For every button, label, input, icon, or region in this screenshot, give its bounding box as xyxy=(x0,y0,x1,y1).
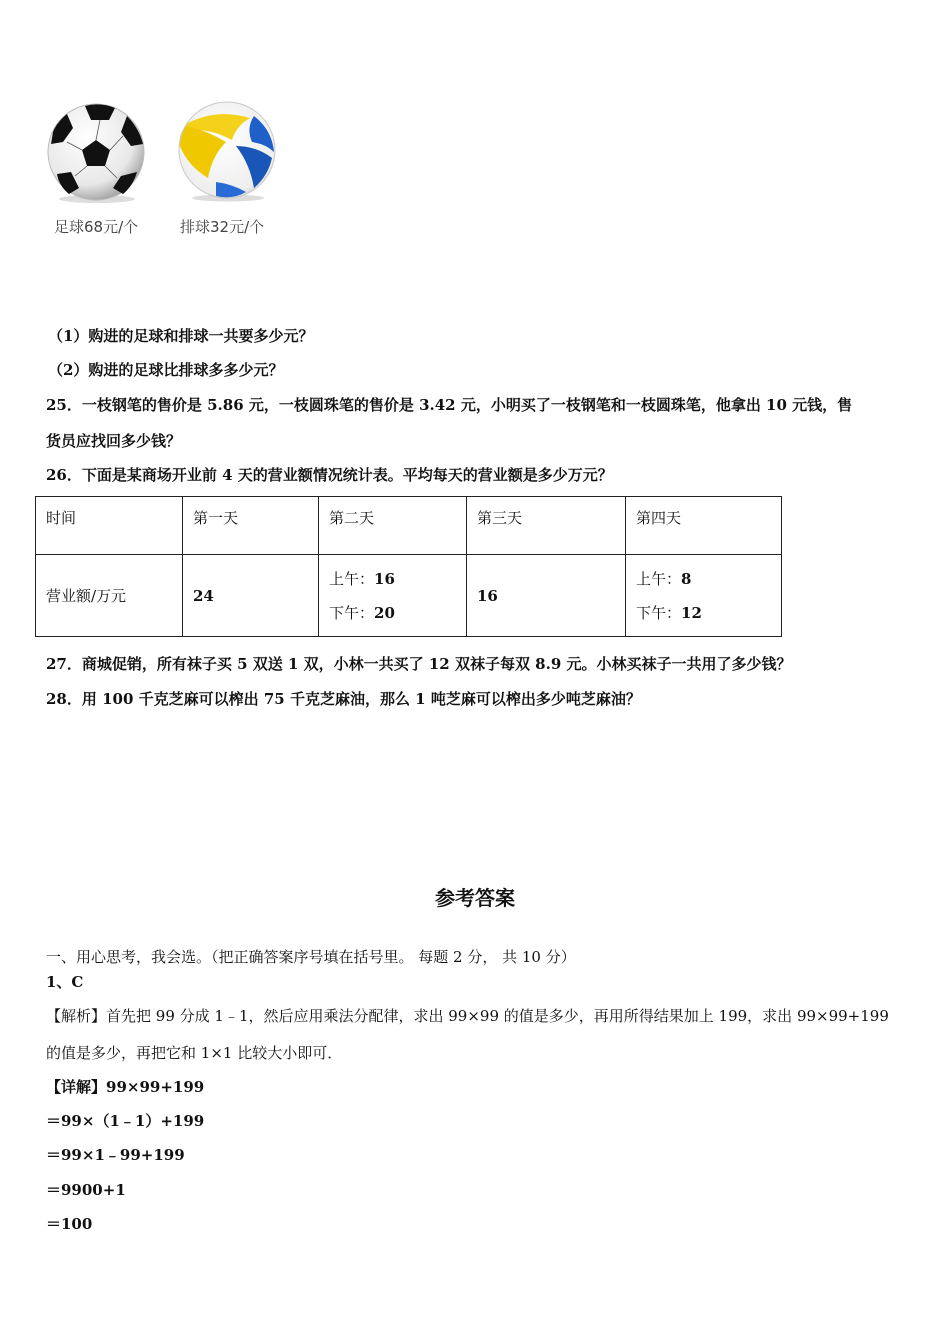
day2-am-value: 16 xyxy=(374,569,395,588)
detail-tag: 【详解】 xyxy=(46,1078,107,1096)
day4-cell xyxy=(626,555,782,637)
question-25-line-1: 25．一枝钢笔的售价是 5.86 元，一枝圆珠笔的售价是 3.42 元，小明买了一枝钢笔和一枝圆珠笔，他拿出 10 元钱，售 xyxy=(46,396,853,414)
soccer-ball-image xyxy=(45,102,147,204)
table-header-cell: 第四天 xyxy=(626,497,782,555)
question-28: 28．用 100 千克芝麻可以榨出 75 千克芝麻油，那么 1 吨芝麻可以榨出多少吨芝麻油？ xyxy=(46,690,641,708)
analysis-line-1 xyxy=(46,1006,889,1026)
day4-pm-label: 下午： xyxy=(636,603,682,622)
sales-table xyxy=(35,496,782,637)
analysis-text: 首先把 99 分成 1﹣1，然后应用乘法分配律，求出 99×99 的值是多少，再用所得结果加上 199，求出 99×99+199 xyxy=(106,1007,889,1025)
volleyball-price-label: 排球32元/个 xyxy=(180,218,265,236)
answers-title: 参考答案 xyxy=(435,886,515,910)
day2-pm-value: 20 xyxy=(374,603,395,622)
analysis-line-2: 的值是多少，再把它和 1×1 比较大小即可． xyxy=(46,1044,343,1062)
question-26: 26．下面是某商场开业前 4 天的营业额情况统计表。平均每天的营业额是多少万元？ xyxy=(46,466,613,484)
day2-am-label: 上午： xyxy=(329,569,375,588)
question-24-part-1: （1）购进的足球和排球一共要多少元？ xyxy=(48,327,314,345)
day3-value: 16 xyxy=(467,555,626,637)
day4-am-label: 上午： xyxy=(636,569,682,588)
table-header-cell: 第三天 xyxy=(467,497,626,555)
day4-pm-value: 12 xyxy=(681,603,702,622)
table-header-cell: 第二天 xyxy=(319,497,467,555)
calc-step-1: ＝99×（1﹣1）+199 xyxy=(46,1112,205,1130)
day2-pm-label: 下午： xyxy=(329,603,375,622)
question-25-line-2: 货员应找回多少钱？ xyxy=(46,432,182,450)
table-header-cell: 第一天 xyxy=(183,497,319,555)
calc-step-2: ＝99×1﹣99+199 xyxy=(46,1146,185,1164)
day4-am-value: 8 xyxy=(681,569,692,588)
question-27: 27．商城促销，所有袜子买 5 双送 1 双，小林一共买了 12 双袜子每双 8.9 元。小林买袜子一共用了多少钱？ xyxy=(46,655,792,673)
calc-step-4: ＝100 xyxy=(46,1215,93,1233)
row-label-cell: 营业额/万元 xyxy=(36,555,183,637)
section-1-heading: 一、用心思考，我会选。（把正确答案序号填在括号里。 每题 2 分， 共 10 分） xyxy=(46,948,576,966)
day1-value: 24 xyxy=(183,555,319,637)
detail-expression: 99×99+199 xyxy=(106,1078,205,1096)
table-header-cell: 时间 xyxy=(36,497,183,555)
day2-cell xyxy=(319,555,467,637)
question-24-part-2: （2）购进的足球比排球多多少元？ xyxy=(48,361,284,379)
soccer-price-label: 足球68元/个 xyxy=(54,218,139,236)
volleyball-image xyxy=(176,100,278,202)
analysis-tag: 【解析】 xyxy=(46,1007,107,1025)
answer-1: 1、C xyxy=(46,973,84,991)
table-header-row xyxy=(36,497,782,555)
table-row xyxy=(36,555,782,637)
detail-line xyxy=(46,1077,204,1097)
calc-step-3: ＝9900+1 xyxy=(46,1181,126,1199)
